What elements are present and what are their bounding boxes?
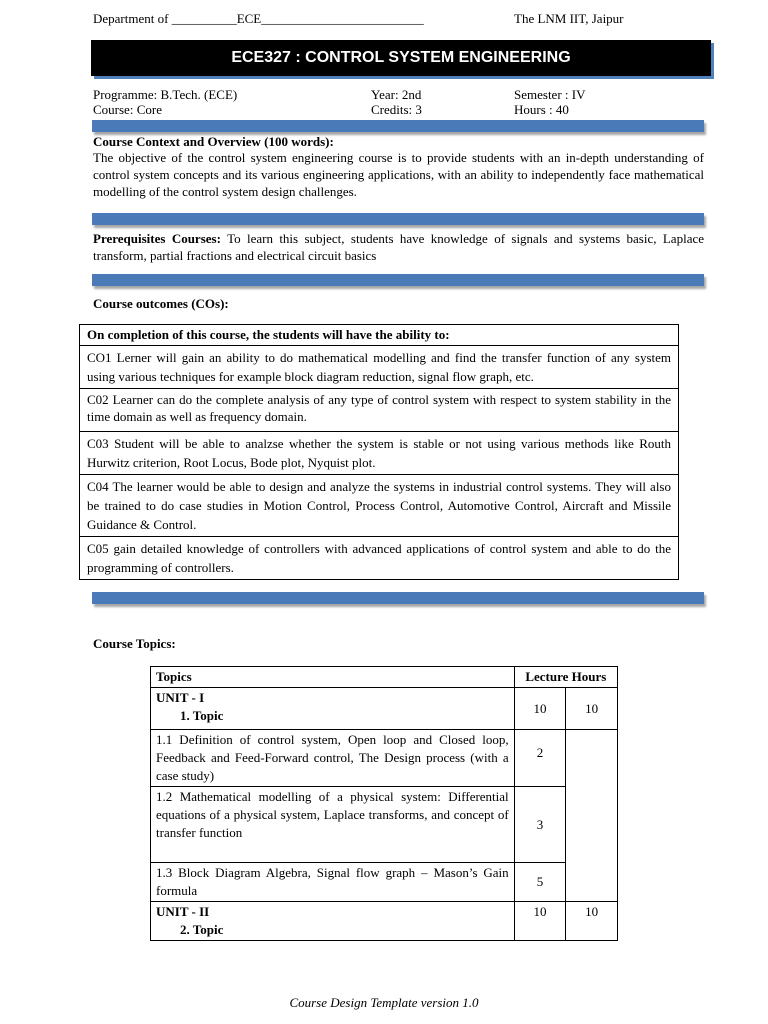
unit2-total-hours: 10	[566, 902, 618, 941]
programme-label: Programme: B.Tech. (ECE)	[93, 87, 238, 102]
outcomes-heading: Course outcomes (COs):	[93, 296, 229, 311]
unit1-merged-cell	[566, 730, 618, 902]
outcome-co1: CO1 Lerner will gain an ability to do mathematical modelling and find the transfer function of any system using various techniques for example block diagram reduction, signal flow graph, etc.	[80, 346, 679, 389]
unit1-title: UNIT - I	[156, 690, 205, 705]
outcome-co3: C03 Student will be able to analzse whether the system is stable or not using various methods like Routh Hurwitz criterion, Root Locus, Bode plot, Nyquist plot.	[80, 432, 679, 475]
institute-label: The LNM IIT, Jaipur	[514, 11, 624, 26]
semester-label: Semester : IV	[514, 87, 586, 102]
credits-label: Credits: 3	[371, 102, 422, 117]
unit2-subtitle: 2. Topic	[180, 922, 224, 937]
lecture-hours-header: Lecture Hours	[514, 667, 617, 688]
outcome-co4: C04 The learner would be able to design and analyze the systems in industrial control systems. They will also be trained to do case studies in Motion Control, Process Control, Automotive Control, Aircraft and Missile Guidance & Control.	[80, 475, 679, 537]
section-divider	[92, 274, 704, 286]
topic-row-1-3-hours: 5	[514, 863, 566, 902]
topic-row-1-3: 1.3 Block Diagram Algebra, Signal flow graph – Mason’s Gain formula	[151, 863, 515, 902]
section-divider	[92, 592, 704, 604]
course-title: ECE327 : CONTROL SYSTEM ENGINEERING	[91, 40, 711, 76]
topic-row-1-2: 1.2 Mathematical modelling of a physical system: Differential equations of a physical system, Laplace transforms, and concept of transfer function	[151, 787, 515, 863]
unit2-hours: 10	[514, 902, 566, 941]
page-footer: Course Design Template version 1.0	[289, 995, 479, 1010]
unit2-title: UNIT - II	[156, 904, 210, 919]
department-label: Department of __________ECE_________________________	[93, 11, 424, 26]
topics-heading: Course Topics:	[93, 636, 176, 651]
section-divider	[92, 213, 704, 225]
hours-label: Hours : 40	[514, 102, 569, 117]
unit1-subtitle: 1. Topic	[180, 708, 224, 723]
prerequisites-body: To learn this subject, students have knowledge of signals and systems basic, Laplace transform, partial fractions and electrical circuit basics	[93, 231, 704, 263]
outcome-co5: C05 gain detailed knowledge of controllers with advanced applications of control system and able to do the programming of controllers.	[80, 537, 679, 580]
unit1-hours: 10	[514, 688, 566, 730]
context-heading: Course Context and Overview (100 words):	[93, 134, 334, 149]
outcomes-table	[79, 324, 679, 580]
unit2-cell	[151, 902, 515, 941]
year-label: Year: 2nd	[371, 87, 422, 102]
context-body: The objective of the control system engineering course is to provide students with an in-depth understanding of control system concepts and its various engineering applications, with an ability to independently face mathematical modelling of the control system design challenges.	[93, 150, 704, 199]
unit1-cell	[151, 688, 515, 730]
topic-row-1-1-hours: 2	[514, 730, 566, 787]
topics-table	[150, 666, 618, 941]
topic-row-1-1: 1.1 Definition of control system, Open loop and Closed loop, Feedback and Feed-Forward control, The Design process (with a case study)	[151, 730, 515, 787]
topic-row-1-2-hours: 3	[514, 787, 566, 863]
unit1-total-hours: 10	[566, 688, 618, 730]
outcome-co2: C02 Learner can do the complete analysis of any type of control system with respect to system stability in the time domain as well as frequency domain.	[80, 389, 679, 432]
course-type-label: Course: Core	[93, 102, 162, 117]
prerequisites-paragraph	[93, 230, 704, 264]
prerequisites-label: Prerequisites Courses:	[93, 231, 221, 246]
topics-column-header: Topics	[151, 667, 515, 688]
outcomes-table-header: On completion of this course, the students will have the ability to:	[80, 325, 679, 346]
section-divider	[92, 120, 704, 132]
